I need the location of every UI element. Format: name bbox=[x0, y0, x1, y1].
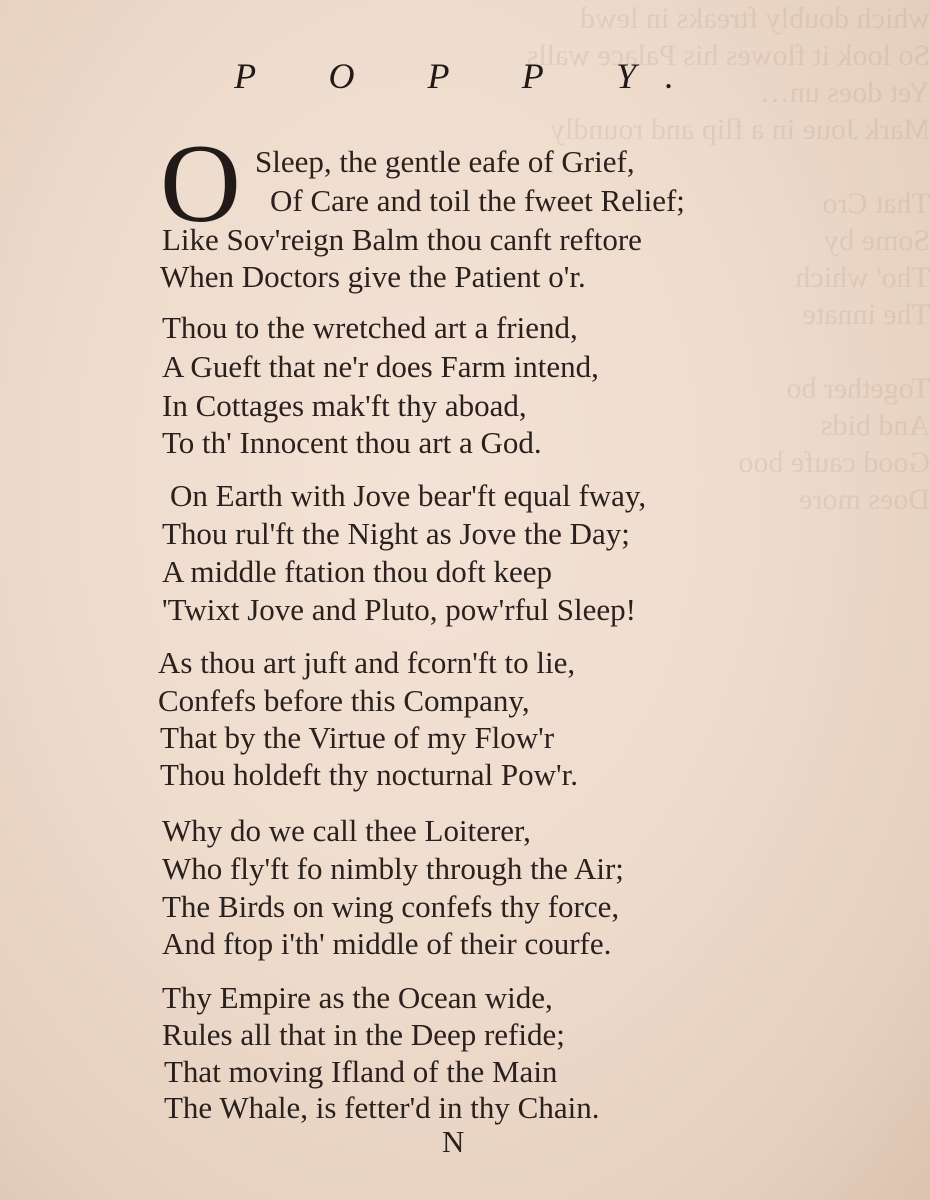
verse-line: Thou holdeft thy nocturnal Pow'r. bbox=[160, 757, 579, 792]
verse-line: 'Twixt Jove and Pluto, pow'rful Sleep! bbox=[162, 592, 636, 627]
verse-line: Thou to the wretched art a friend, bbox=[162, 310, 578, 345]
verse-line: Rules all that in the Deep refide; bbox=[162, 1017, 565, 1052]
verse-line: Like Sov'reign Balm thou canft reftore bbox=[162, 222, 642, 257]
verse-line: Thy Empire as the Ocean wide, bbox=[162, 980, 553, 1015]
verse-line: Of Care and toil the fweet Relief; bbox=[270, 183, 685, 218]
verse-line: As thou art juft and fcorn'ft to lie, bbox=[158, 645, 576, 680]
facing-page-show-through: which doubly ftreaks in lewd So look it flowes his Palace walls Yet does un… Mark Joue in a flip and roundly That Cro Some by Tho' which The innate Together bo And bids Good caufe boo Does more bbox=[526, 2, 930, 516]
verse-line: To th' Innocent thou art a God. bbox=[162, 425, 542, 460]
verse-line: The Birds on wing confefs thy force, bbox=[162, 889, 620, 924]
verse-line: Who fly'ft fo nimbly through the Air; bbox=[162, 851, 624, 886]
verse-line: And ftop i'th' middle of their courfe. bbox=[162, 926, 612, 961]
page-title: P O P P Y. bbox=[234, 56, 706, 96]
verse-line: When Doctors give the Patient o'r. bbox=[160, 259, 586, 294]
verse-line: On Earth with Jove bear'ft equal fway, bbox=[170, 478, 647, 513]
verse-line: Thou rul'ft the Night as Jove the Day; bbox=[162, 516, 630, 551]
catchword: N bbox=[442, 1124, 465, 1159]
verse-line: Confefs before this Company, bbox=[158, 683, 530, 718]
verse-line: That moving Ifland of the Main bbox=[164, 1054, 558, 1089]
verse-line: Sleep, the gentle eafe of Grief, bbox=[255, 144, 635, 179]
verse-line: The Whale, is fetter'd in thy Chain. bbox=[164, 1090, 600, 1125]
drop-cap: O bbox=[160, 122, 241, 246]
verse-line: That by the Virtue of my Flow'r bbox=[160, 720, 555, 755]
verse-line: In Cottages mak'ft thy aboad, bbox=[162, 388, 527, 423]
verse-line: A Gueft that ne'r does Farm intend, bbox=[162, 349, 599, 384]
verse-line: Why do we call thee Loiterer, bbox=[162, 813, 531, 848]
verse-line: A middle ftation thou doft keep bbox=[162, 554, 553, 589]
